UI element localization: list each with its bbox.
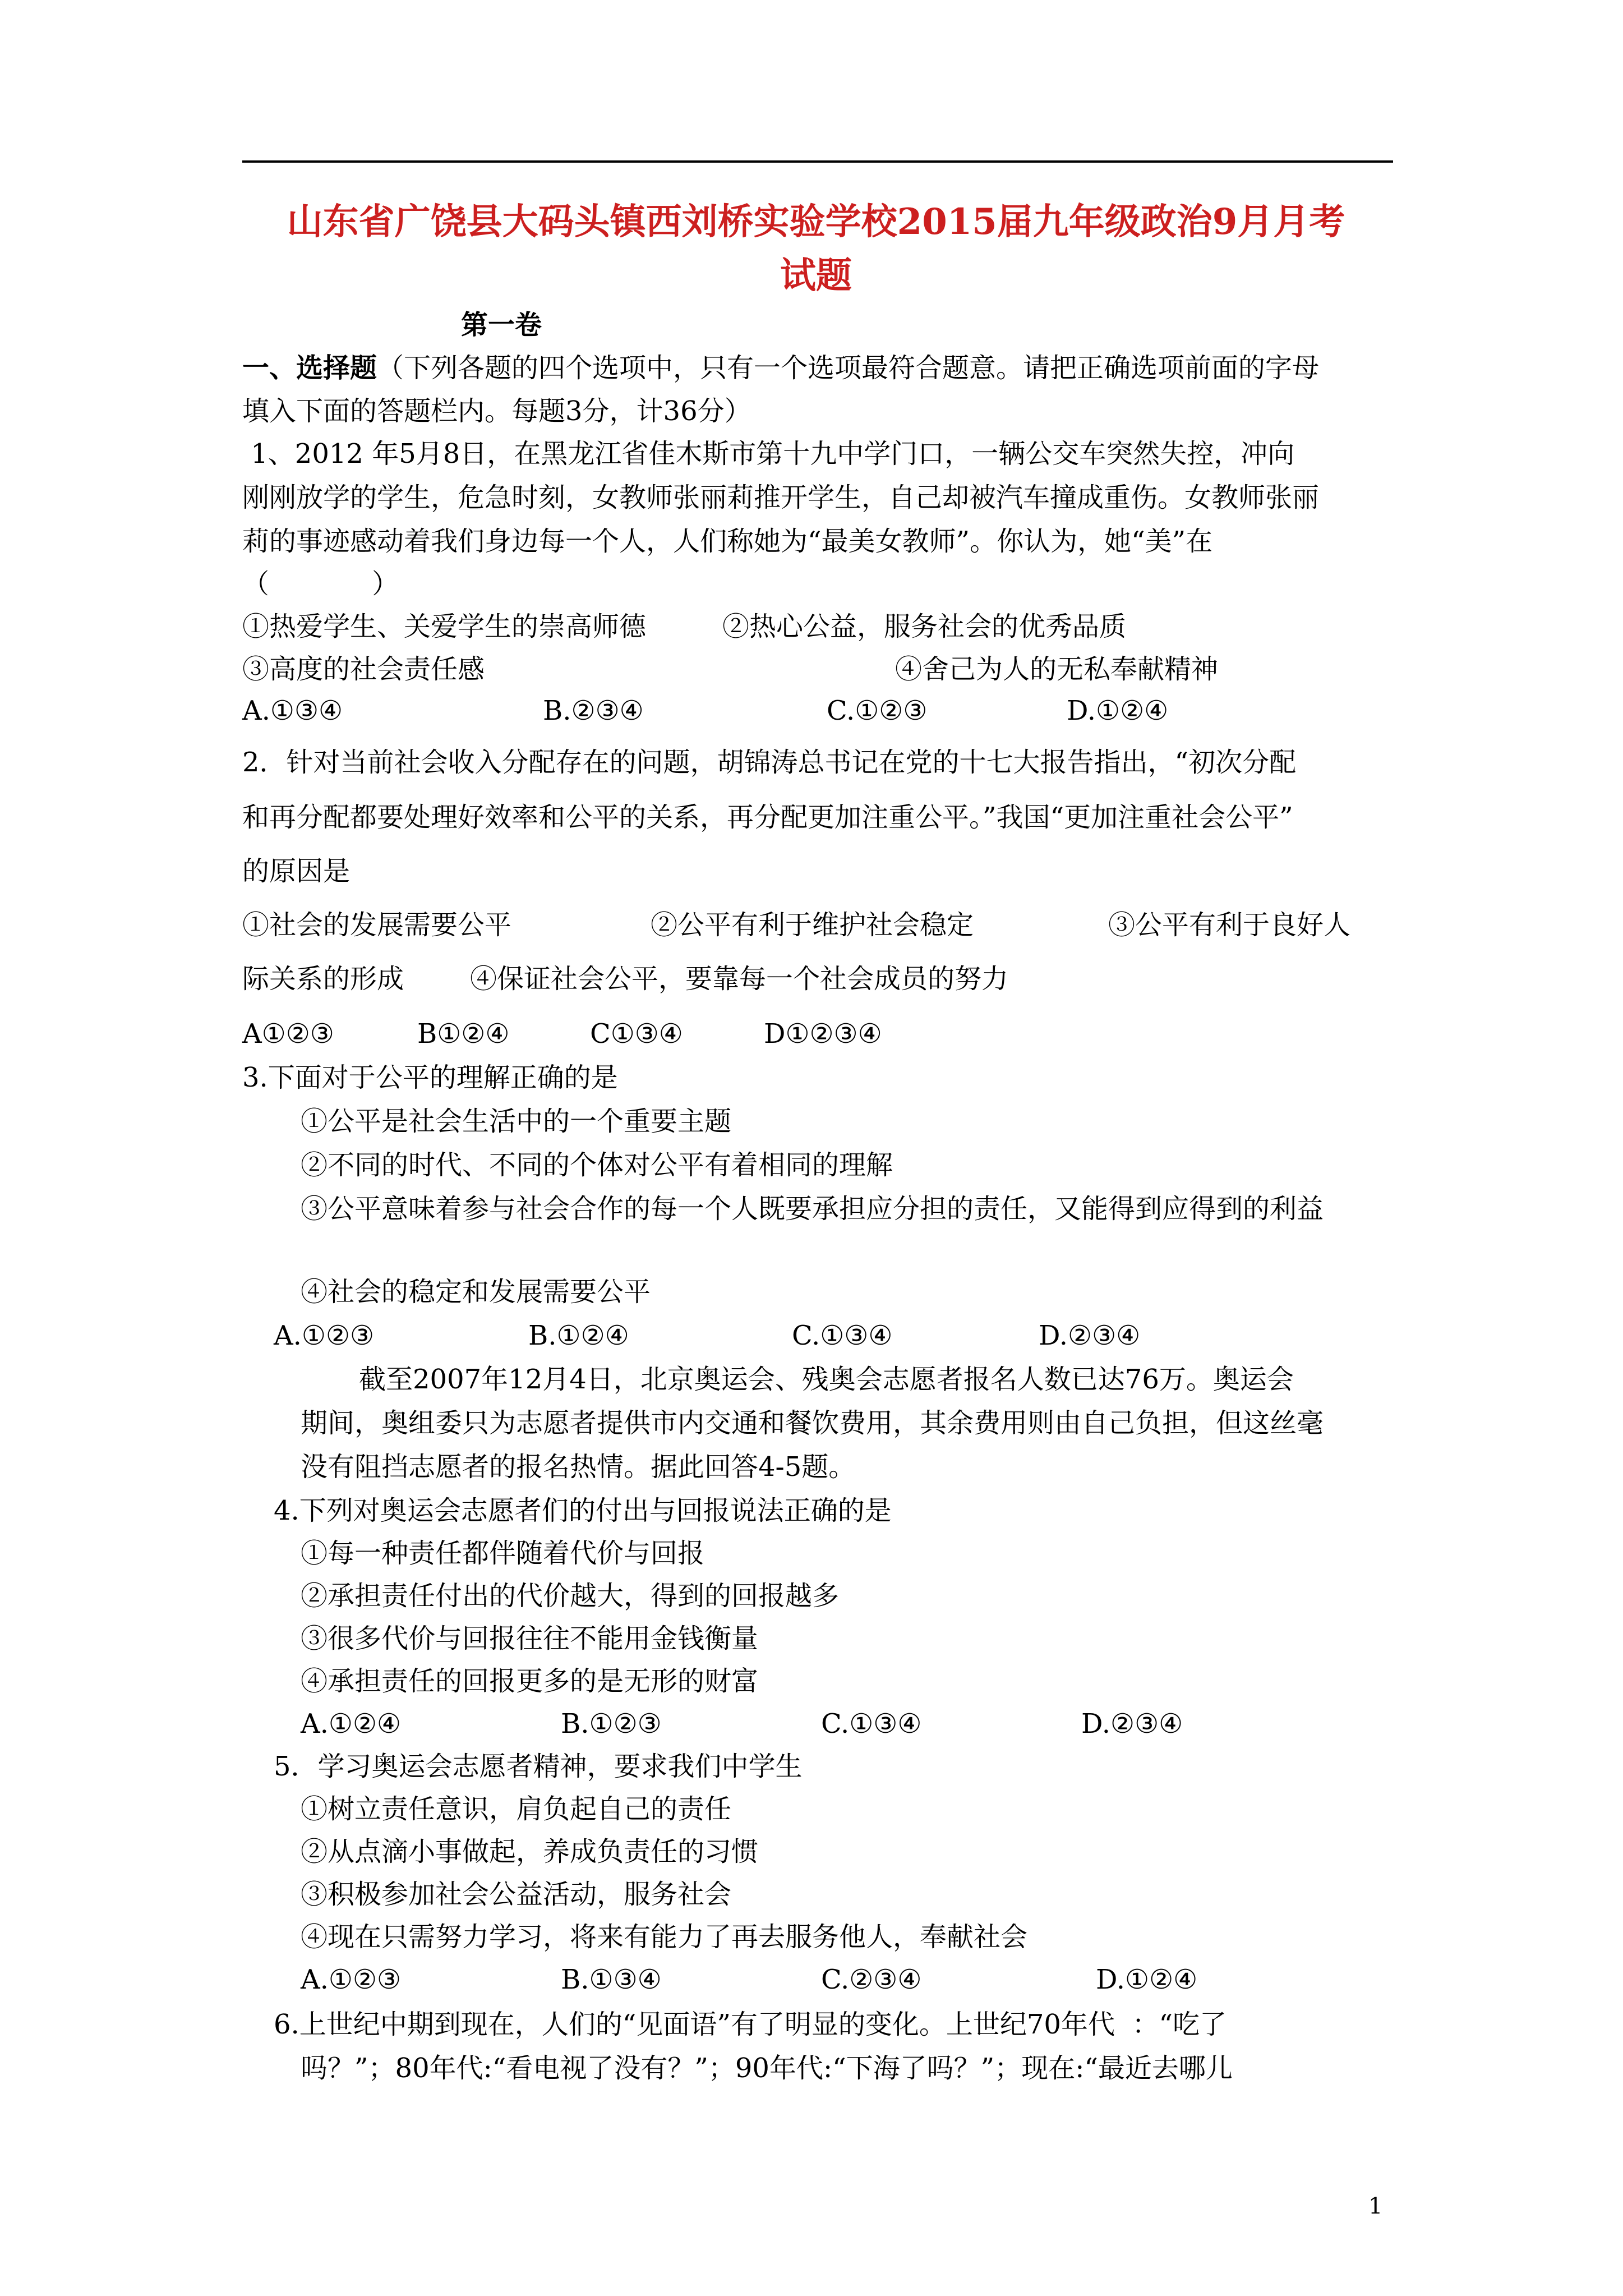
q5-option-a: A.①②③ bbox=[301, 1964, 402, 1995]
q1-line-2: 刚刚放学的学生，危急时刻，女教师张丽莉推开学生，自己却被汽车撞成重伤。女教师张丽 bbox=[242, 482, 1320, 513]
q1-option-b: B.②③④ bbox=[543, 695, 644, 726]
q4-stem: 4.下列对奥运会志愿者们的付出与回报说法正确的是 bbox=[274, 1495, 892, 1526]
q2-statement-1: ①社会的发展需要公平 bbox=[242, 909, 512, 941]
q1-option-a: A.①③④ bbox=[242, 695, 343, 726]
q2-statement-3-cont: 际关系的形成 bbox=[242, 963, 404, 995]
q2-line-3: 的原因是 bbox=[242, 855, 351, 887]
q4-option-b: B.①②③ bbox=[561, 1708, 662, 1740]
q1-line-4: （ ） bbox=[242, 568, 399, 600]
q3-option-d: D.②③④ bbox=[1039, 1320, 1141, 1351]
q1-statement-2: ②热心公益，服务社会的优秀品质 bbox=[722, 611, 1127, 642]
q2-statement-2: ②公平有利于维护社会稳定 bbox=[651, 909, 974, 941]
q5-statement-4: ④现在只需努力学习，将来有能力了再去服务他人，奉献社会 bbox=[301, 1921, 1028, 1953]
q5-statement-3: ③积极参加社会公益活动，服务社会 bbox=[301, 1879, 732, 1910]
q4-statement-2: ②承担责任付出的代价越大，得到的回报越多 bbox=[301, 1580, 840, 1612]
q3-statement-2: ②不同的时代、不同的个体对公平有着相同的理解 bbox=[301, 1149, 893, 1181]
q5-option-d: D.①②④ bbox=[1096, 1964, 1198, 1995]
q4-option-c: C.①③④ bbox=[821, 1708, 922, 1740]
section-instructions-text: （下列各题的四个选项中，只有一个选项最符合题意。请把正确选项前面的字母 bbox=[377, 352, 1320, 384]
q4-option-d: D.②③④ bbox=[1081, 1708, 1183, 1740]
q2-option-b: B①②④ bbox=[417, 1018, 510, 1050]
q2-statement-3: ③公平有利于良好人 bbox=[1108, 909, 1351, 941]
q3-option-a: A.①②③ bbox=[274, 1320, 375, 1351]
q2-statement-4: ④保证社会公平，要靠每一个社会成员的努力 bbox=[470, 963, 1009, 995]
q3-stem: 3.下面对于公平的理解正确的是 bbox=[242, 1062, 618, 1093]
q1-line-1: 1、2012 年5月8日，在黑龙江省佳木斯市第十九中学门口，一辆公交车突然失控，冲向 bbox=[242, 438, 1295, 470]
q4-statement-1: ①每一种责任都伴随着代价与回报 bbox=[301, 1538, 705, 1569]
q1-line-3: 莉的事迹感动着我们身边每一个人，人们称她为“最美女教师”。你认为，她“美”在 bbox=[242, 526, 1213, 557]
q1-statement-3: ③高度的社会责任感 bbox=[242, 654, 485, 685]
q4-statement-4: ④承担责任的回报更多的是无形的财富 bbox=[301, 1665, 759, 1697]
q5-option-c: C.②③④ bbox=[821, 1964, 922, 1995]
title-line-2: 试题 bbox=[780, 255, 852, 297]
section-instructions-line-2: 填入下面的答题栏内。每题3分，计36分） bbox=[242, 395, 751, 427]
title-line-1: 山东省广饶县大码头镇西刘桥实验学校2015届九年级政治9月月考 bbox=[287, 201, 1345, 243]
header-rule bbox=[242, 160, 1393, 163]
q5-statement-2: ②从点滴小事做起，养成负责任的习惯 bbox=[301, 1836, 759, 1867]
q5-option-b: B.①③④ bbox=[561, 1964, 662, 1995]
material-line-2: 期间，奥组委只为志愿者提供市内交通和餐饮费用，其余费用则由自己负担，但这丝毫 bbox=[301, 1407, 1324, 1439]
q2-option-c: C①③④ bbox=[590, 1018, 683, 1050]
material-line-3: 没有阻挡志愿者的报名热情。据此回答4-5题。 bbox=[301, 1451, 856, 1483]
section-instructions-line-1 bbox=[242, 346, 1319, 390]
q1-statement-4: ④舍己为人的无私奉献精神 bbox=[895, 654, 1219, 685]
q1-option-d: D.①②④ bbox=[1067, 695, 1169, 726]
q3-option-c: C.①③④ bbox=[792, 1320, 893, 1351]
volume-heading: 第一卷 bbox=[461, 309, 542, 341]
q6-line-1: 6.上世纪中期到现在，人们的“见面语”有了明显的变化。上世纪70年代 ：“吃了 bbox=[274, 2009, 1227, 2040]
q3-statement-4: ④社会的稳定和发展需要公平 bbox=[301, 1276, 651, 1308]
q2-line-1: 2．针对当前社会收入分配存在的问题，胡锦涛总书记在党的十七大报告指出，“初次分配 bbox=[242, 747, 1297, 778]
q5-statement-1: ①树立责任意识，肩负起自己的责任 bbox=[301, 1793, 732, 1825]
section-heading: 一、选择题 bbox=[242, 352, 377, 384]
page-number: 1 bbox=[1368, 2193, 1383, 2219]
q5-stem: 5．学习奥运会志愿者精神，要求我们中学生 bbox=[274, 1751, 803, 1782]
q1-statement-1: ①热爱学生、关爱学生的崇高师德 bbox=[242, 611, 647, 642]
q6-line-2: 吗？”；80年代:“看电视了没有？”；90年代:“下海了吗？”；现在:“最近去哪儿 bbox=[301, 2053, 1233, 2084]
q2-option-a: A①②③ bbox=[242, 1018, 334, 1050]
document-title bbox=[224, 195, 1408, 303]
q4-statement-3: ③很多代价与回报往往不能用金钱衡量 bbox=[301, 1623, 759, 1654]
material-line-1: 截至2007年12月4日，北京奥运会、残奥会志愿者报名人数已达76万。奥运会 bbox=[359, 1364, 1294, 1395]
q1-option-c: C.①②③ bbox=[827, 695, 928, 726]
q3-statement-1: ①公平是社会生活中的一个重要主题 bbox=[301, 1106, 732, 1137]
q3-statement-3: ③公平意味着参与社会合作的每一个人既要承担应分担的责任，又能得到应得到的利益 bbox=[301, 1193, 1324, 1225]
q2-option-d: D①②③④ bbox=[764, 1018, 882, 1050]
q4-option-a: A.①②④ bbox=[301, 1708, 402, 1740]
q3-option-b: B.①②④ bbox=[528, 1320, 629, 1351]
q2-line-2: 和再分配都要处理好效率和公平的关系，再分配更加注重公平。”我国“更加注重社会公平” bbox=[242, 802, 1293, 833]
